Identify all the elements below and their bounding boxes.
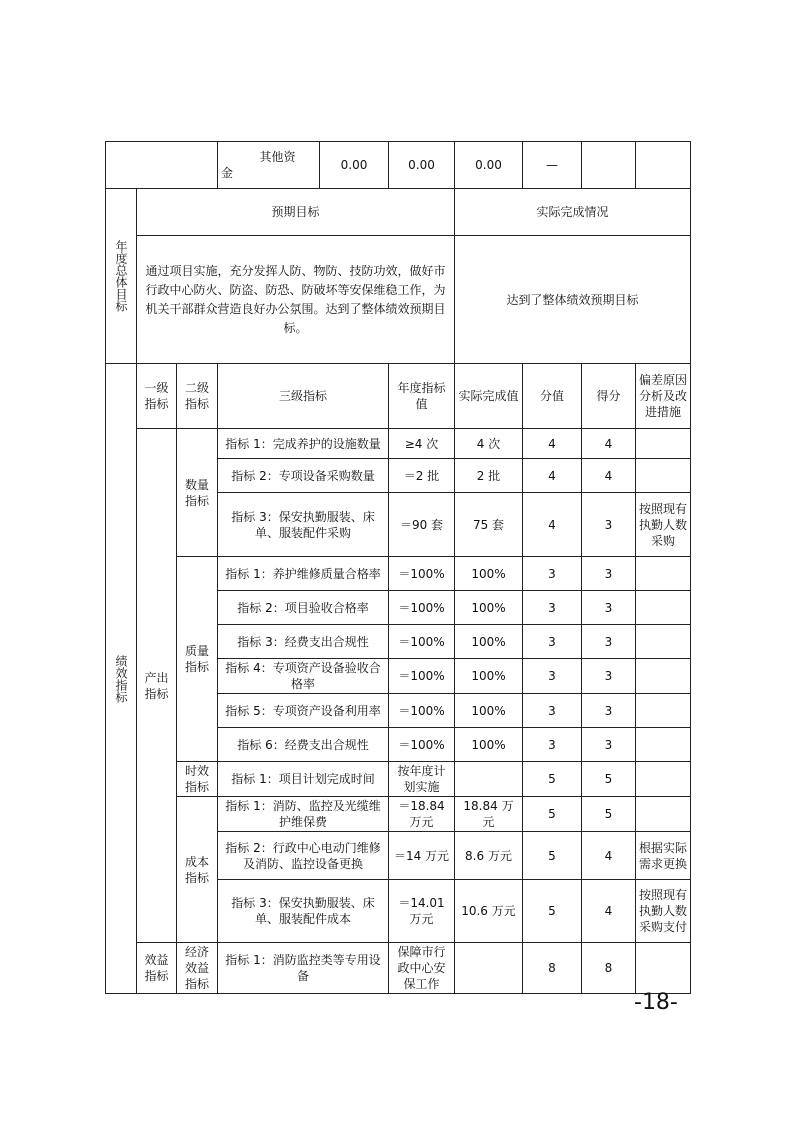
indicator-got: 4 [582, 459, 636, 493]
indicator-name: 指标 1：完成养护的设施数量 [218, 429, 389, 459]
indicator-got: 3 [582, 728, 636, 762]
group-quantity: 数量指标 [177, 429, 218, 557]
indicator-got: 5 [582, 797, 636, 832]
expected-goal-header: 预期目标 [137, 189, 455, 236]
indicator-name: 指标 2：项目验收合格率 [218, 591, 389, 625]
funding-value-5 [582, 142, 636, 189]
indicator-annual: ＝100% [389, 591, 455, 625]
indicator-got: 3 [582, 557, 636, 591]
indicator-got: 5 [582, 762, 636, 797]
expected-goal-text: 通过项目实施，充分发挥人防、物防、技防功效，做好市行政中心防火、防盗、防恐、防破坏等安保维稳工作，为机关干部群众营造良好办公氛围。达到了整体绩效预期目标。 [137, 236, 455, 364]
indicator-note [636, 591, 691, 625]
funding-label-line1: 其他资 [259, 150, 296, 164]
indicator-actual: 100% [455, 625, 523, 659]
indicator-actual: 100% [455, 557, 523, 591]
funding-row [106, 142, 691, 189]
indicator-score: 5 [523, 762, 582, 797]
indicator-actual: 100% [455, 728, 523, 762]
level1-benefit: 效益指标 [137, 943, 177, 994]
indicator-name: 指标 3：保安执勤服装、床单、服装配件成本 [218, 880, 389, 943]
funding-label-line2: 金 [221, 166, 234, 180]
indicator-row [106, 797, 691, 832]
header-deviation: 偏差原因分析及改进措施 [636, 364, 691, 429]
header-actual-value: 实际完成值 [455, 364, 523, 429]
group-quality: 质量指标 [177, 557, 218, 762]
indicator-name: 指标 2：行政中心电动门维修及消防、监控设备更换 [218, 832, 389, 880]
group-econ: 经济效益指标 [177, 943, 218, 994]
indicator-actual: 18.84 万元 [455, 797, 523, 832]
indicator-got: 3 [582, 591, 636, 625]
indicator-name: 指标 3：经费支出合规性 [218, 625, 389, 659]
indicator-actual: 4 次 [455, 429, 523, 459]
header-got: 得分 [582, 364, 636, 429]
annual-goal-label: 年度总体目标 [106, 189, 137, 364]
indicator-got: 3 [582, 694, 636, 728]
indicator-got: 4 [582, 832, 636, 880]
funding-blank-cell [106, 142, 218, 189]
indicator-score: 3 [523, 557, 582, 591]
group-time: 时效指标 [177, 762, 218, 797]
indicator-annual: ＝14 万元 [389, 832, 455, 880]
indicator-row [106, 557, 691, 591]
indicator-note: 根据实际需求更换 [636, 832, 691, 880]
indicator-note [636, 659, 691, 694]
indicator-name: 指标 1：养护维修质量合格率 [218, 557, 389, 591]
indicator-annual: ＝14.01 万元 [389, 880, 455, 943]
indicator-annual: 按年度计划实施 [389, 762, 455, 797]
indicator-note [636, 459, 691, 493]
funding-value-2: 0.00 [389, 142, 455, 189]
indicator-score: 8 [523, 943, 582, 994]
indicator-note [636, 429, 691, 459]
indicator-annual: ＝100% [389, 694, 455, 728]
indicator-got: 3 [582, 625, 636, 659]
indicator-score: 3 [523, 625, 582, 659]
funding-value-1: 0.00 [320, 142, 389, 189]
indicator-name: 指标 4：专项资产设备验收合格率 [218, 659, 389, 694]
indicator-annual: ＝100% [389, 728, 455, 762]
header-score: 分值 [523, 364, 582, 429]
performance-table [105, 141, 691, 994]
indicator-annual: ＝18.84 万元 [389, 797, 455, 832]
indicator-annual: ＝100% [389, 625, 455, 659]
indicator-row [106, 429, 691, 459]
indicator-header-row [106, 364, 691, 429]
indicator-score: 5 [523, 797, 582, 832]
funding-label [218, 142, 320, 189]
actual-completion-text: 达到了整体绩效预期目标 [455, 236, 691, 364]
level1-output: 产出指标 [137, 429, 177, 943]
indicator-got: 3 [582, 659, 636, 694]
indicator-name: 指标 2：专项设备采购数量 [218, 459, 389, 493]
indicator-name: 指标 3：保安执勤服装、床单、服装配件采购 [218, 493, 389, 557]
indicator-actual: 100% [455, 659, 523, 694]
indicator-actual: 10.6 万元 [455, 880, 523, 943]
indicator-note [636, 694, 691, 728]
indicator-actual: 8.6 万元 [455, 832, 523, 880]
indicator-score: 4 [523, 493, 582, 557]
indicator-got: 8 [582, 943, 636, 994]
indicator-score: 4 [523, 459, 582, 493]
indicator-got: 4 [582, 880, 636, 943]
indicator-note [636, 625, 691, 659]
indicator-annual: ＝90 套 [389, 493, 455, 557]
performance-indicators-label: 绩效指标 [106, 364, 137, 994]
indicator-row [106, 762, 691, 797]
indicator-note [636, 943, 691, 994]
funding-value-3: 0.00 [455, 142, 523, 189]
indicator-annual: 保障市行政中心安保工作 [389, 943, 455, 994]
indicator-actual: 2 批 [455, 459, 523, 493]
indicator-score: 5 [523, 880, 582, 943]
indicator-score: 4 [523, 429, 582, 459]
indicator-name: 指标 5：专项资产设备利用率 [218, 694, 389, 728]
indicator-row [106, 943, 691, 994]
indicator-name: 指标 1：消防监控类等专用设备 [218, 943, 389, 994]
indicator-score: 3 [523, 591, 582, 625]
indicator-score: 5 [523, 832, 582, 880]
indicator-note: 按照现有执勤人数采购 [636, 493, 691, 557]
indicator-actual [455, 943, 523, 994]
header-level3: 三级指标 [218, 364, 389, 429]
indicator-got: 3 [582, 493, 636, 557]
indicator-note [636, 797, 691, 832]
funding-value-6 [636, 142, 691, 189]
group-cost: 成本指标 [177, 797, 218, 943]
indicator-score: 3 [523, 659, 582, 694]
indicator-score: 3 [523, 694, 582, 728]
indicator-note [636, 728, 691, 762]
indicator-note: 按照现有执勤人数采购支付 [636, 880, 691, 943]
header-annual-value: 年度指标值 [389, 364, 455, 429]
goal-header-row [106, 189, 691, 236]
indicator-score: 3 [523, 728, 582, 762]
indicator-actual: 100% [455, 694, 523, 728]
page-number: -18- [634, 990, 678, 1015]
funding-value-4: — [523, 142, 582, 189]
indicator-name: 指标 1：消防、监控及光缆维护维保费 [218, 797, 389, 832]
indicator-note [636, 557, 691, 591]
indicator-actual [455, 762, 523, 797]
indicator-got: 4 [582, 429, 636, 459]
indicator-annual: ≥4 次 [389, 429, 455, 459]
indicator-note [636, 762, 691, 797]
indicator-actual: 100% [455, 591, 523, 625]
indicator-name: 指标 6：经费支出合规性 [218, 728, 389, 762]
indicator-annual: ＝100% [389, 659, 455, 694]
header-level1: 一级指标 [137, 364, 177, 429]
indicator-annual: ＝2 批 [389, 459, 455, 493]
indicator-actual: 75 套 [455, 493, 523, 557]
goal-content-row [106, 236, 691, 364]
indicator-annual: ＝100% [389, 557, 455, 591]
header-level2: 二级指标 [177, 364, 218, 429]
indicator-name: 指标 1：项目计划完成时间 [218, 762, 389, 797]
actual-completion-header: 实际完成情况 [455, 189, 691, 236]
